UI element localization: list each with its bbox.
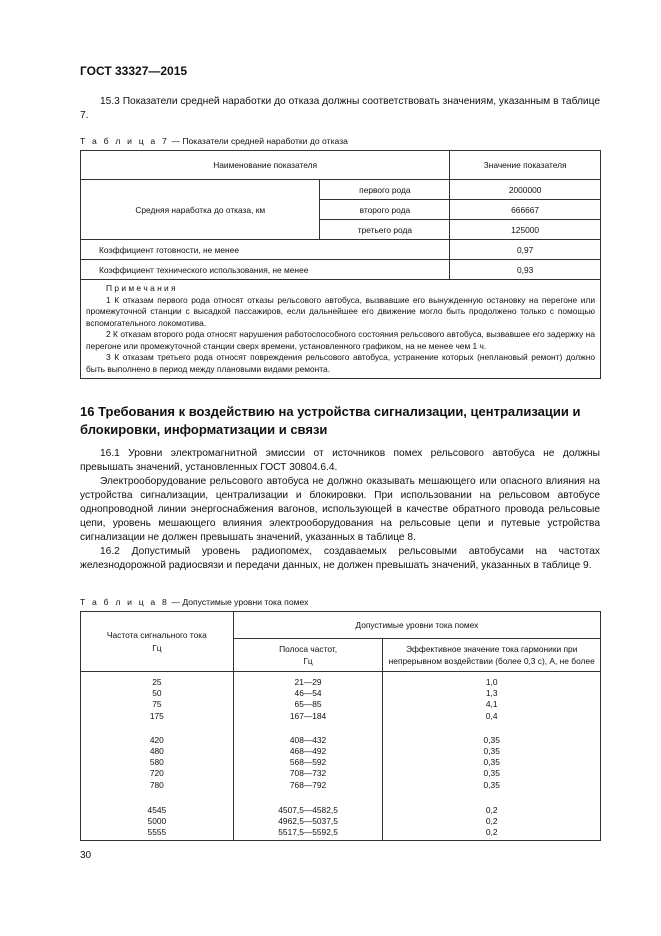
note-item: 2 К отказам второго рода относят нарушения работоспособного состояния рельсового автобуса, вызвавшее его задержку на перегоне или промежуточной станции сверх времени, установленного графиком, на не менее чем 1 ч. — [86, 329, 595, 351]
table8-header-current-line2: непрерывном воздействии (более 0,3 с), А, не более — [388, 656, 595, 666]
document-header: ГОСТ 33327—2015 — [80, 64, 188, 78]
table7-kind: первого рода — [320, 180, 450, 200]
table8-freq: 5555 — [147, 827, 167, 838]
table8-freq: 580 — [149, 757, 164, 768]
table8-current: 0,2 — [485, 816, 498, 827]
table8-current: 0,35 — [483, 779, 500, 790]
paragraph-16-1: 16.1 Уровни электромагнитной эмиссии от источников помех рельсового автобуса не должны превышать значений, установленных ГОСТ 30804.6.4. — [80, 448, 600, 473]
table8-freq-group — [81, 791, 234, 841]
table7-mtbf-label: Средняя наработка до отказа, км — [81, 180, 320, 240]
table7-caption-text: — Показатели средней наработки до отказа — [168, 136, 348, 146]
table8-band: 167—184 — [289, 710, 327, 721]
notes-title: П р и м е ч а н и я — [106, 283, 176, 293]
table8-band: 46—54 — [294, 688, 322, 699]
table7-notes — [81, 280, 601, 379]
note-item: 1 К отказам первого рода относят отказы рельсового автобуса, вызвавшие его вынужденную остановку на перегоне или промежуточной станции с высадкой пассажиров, если дальнейшее его движение могло быть продолжено только с помощью вспомогательного локомотива. — [86, 294, 595, 328]
paragraph-16-2: 16.2 Допустимый уровень радиопомех, создаваемых рельсовыми автобусами на частотах железнодорожной радиосвязи и передачи данных, не должен превышать значений, указанных в таблице 9. — [80, 546, 600, 571]
table8-band: 408—432 — [289, 734, 327, 745]
table7-tech-label: Коэффициент технического использования, не менее — [81, 260, 450, 280]
section-16-title: 16 Требования к воздействию на устройства сигнализации, централизации и блокировки, информатизации и связи — [80, 404, 581, 437]
table8-header-freq-line1: Частота сигнального тока — [106, 629, 207, 640]
paragraph-16-1-b: Электрооборудование рельсового автобуса не должно оказывать мешающего или опасного влияния на устройства сигнализации, централизации и блокировки. При использовании на рельсовом автобусе однопроводной линии энергоснабжения вагонов, использующей в качестве обратного провода рельсовые цепи, уровень мешающего влияния электрооборудования на рельсовые цепи и путевые устройства сигнализации не должен превышать значений, указанных в таблице 8. — [80, 476, 600, 543]
table8-band: 65—85 — [294, 699, 322, 710]
table7-header-name: Наименование показателя — [81, 151, 450, 180]
table8-band: 568—592 — [289, 757, 327, 768]
table8-current: 0,35 — [483, 757, 500, 768]
table7-kind: второго рода — [320, 200, 450, 220]
table8-caption-prefix: Т а б л и ц а 8 — [80, 597, 169, 607]
table8-freq: 780 — [149, 779, 164, 790]
table7-ready-value: 0,97 — [450, 240, 601, 260]
table8-current: 0,2 — [485, 827, 498, 838]
table8-band-group — [233, 791, 383, 841]
table8-current-group — [383, 727, 601, 791]
table8-freq: 420 — [149, 734, 164, 745]
table8-band: 4507,5—4582,5 — [278, 804, 338, 815]
table8-band-group — [233, 672, 383, 727]
table8-current: 0,35 — [483, 746, 500, 757]
table8-current: 0,4 — [485, 710, 498, 721]
table8-freq-group — [81, 672, 234, 727]
table8-band: 768—792 — [289, 779, 327, 790]
table8-header-band-line1: Полоса частот, — [279, 644, 338, 654]
table7 — [80, 150, 601, 379]
table7-tech-value: 0,93 — [450, 260, 601, 280]
table7-caption — [80, 136, 348, 146]
table8-current-group — [383, 672, 601, 727]
table8-header-current — [383, 639, 601, 672]
table7-ready-label: Коэффициент готовности, не менее — [81, 240, 450, 260]
table7-caption-prefix: Т а б л и ц а 7 — [80, 136, 169, 146]
table8-header-freq — [81, 612, 234, 672]
table7-header-value: Значение показателя — [450, 151, 601, 180]
table8-current: 4,1 — [485, 699, 498, 710]
table8-freq: 5000 — [147, 816, 167, 827]
table8-header-levels: Допустимые уровни тока помех — [233, 612, 600, 639]
table7-kind-value: 125000 — [450, 220, 601, 240]
table8 — [80, 611, 601, 841]
table8-header-freq-line2: Гц — [152, 642, 162, 653]
table8-caption-text: — Допустимые уровни тока помех — [168, 597, 309, 607]
table8-header-band — [233, 639, 383, 672]
table8-freq: 720 — [149, 768, 164, 779]
paragraph-15-3: 15.3 Показатели средней наработки до отказа должны соответствовать значениям, указанным в таблице 7. — [80, 96, 600, 121]
table8-current: 0,2 — [485, 804, 498, 815]
table8-band: 5517,5—5592,5 — [278, 827, 338, 838]
table8-band: 468—492 — [289, 746, 327, 757]
table8-freq: 50 — [152, 688, 162, 699]
table8-freq: 4545 — [147, 804, 167, 815]
table8-freq: 75 — [152, 699, 162, 710]
table8-current-group — [383, 791, 601, 841]
table8-freq: 25 — [152, 677, 162, 687]
table8-current: 1,0 — [485, 677, 498, 687]
table7-kind-value: 666667 — [450, 200, 601, 220]
table8-caption — [80, 597, 308, 607]
table8-current: 0,35 — [483, 734, 500, 745]
note-item: 3 К отказам третьего рода относят повреждения рельсового автобуса, устранение которых (неплановый ремонт) должно быть выполнено в период между плановыми видами ремонта. — [86, 352, 595, 374]
table8-band: 21—29 — [294, 677, 322, 687]
table8-current: 1,3 — [485, 688, 498, 699]
table8-band: 4962,5—5037,5 — [278, 816, 338, 827]
table8-current: 0,35 — [483, 768, 500, 779]
table8-band-group — [233, 727, 383, 791]
table8-freq-group — [81, 727, 234, 791]
table7-kind-value: 2000000 — [450, 180, 601, 200]
table7-kind: третьего рода — [320, 220, 450, 240]
table8-band: 708—732 — [289, 768, 327, 779]
table8-header-current-line1: Эффективное значение тока гармоники при — [406, 644, 578, 654]
table8-header-band-line2: Гц — [303, 656, 313, 666]
page-number: 30 — [80, 850, 92, 861]
table8-freq: 480 — [149, 746, 164, 757]
table8-freq: 175 — [149, 710, 164, 721]
